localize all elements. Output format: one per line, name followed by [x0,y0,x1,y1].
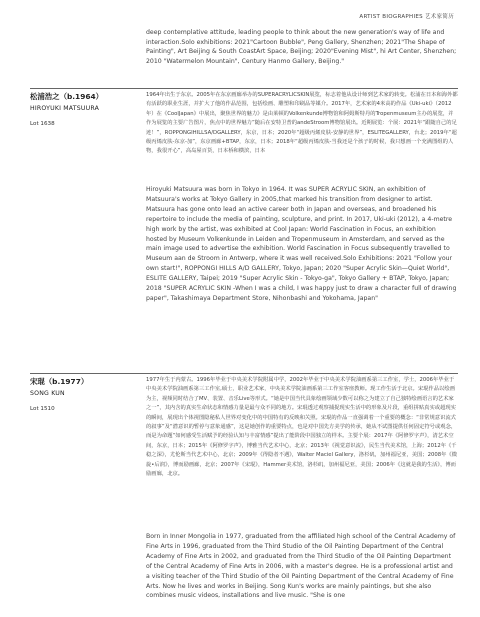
artist-bio-en: Hiroyuki Matsuura was born in Tokyo in 1964. It was SUPER ACRYLIC SKIN, an exhibition of Matsuura's works at Tokyo Gallery in 2005,that marked his transition from designer to artist. Matsuura has gone onto lead an active career both in Japan and overseas, and broadened his repertoire to include the media of painting, sculpture, and print. In 2017, Uki-uki (2012), a 4-metre high work by the artist, was exhibited at Cool Japan: World Fascination in Focus, an exhibition hosted by Museum Volkenkunde in Leiden and Tropenmuseum in Amsterdam, and served as the main image used to advertise the exhibition. World Fascination in Focus subsequently travelled to Museum aan de Stroom in Antwerp, where it was well received.Solo Exhibitions: 2021 "Follow your own start!", ROPPONGI HILLS A/D GALLERY, Tokyo, Japan; 2020 "Super Acrylic Skin—Quiet World", ESLITE GALLERY, Taipei; 2019 "Super Acrylic Skin - Tokyo-ga", Tokyo Gallery + BTAP, Tokyo, Japan; 2018 "SUPER ACRYLIC SKIN -When I was a child, I was happy just to draw a character full of drawing paper", Takashimaya Department Store, Nihonbashi and Yokohama, Japan" [146,186,457,302]
section-header: ARTIST BIOGRAPHIES 艺术家简历 [359,14,454,20]
divider [30,373,458,374]
artist-bio-en: Born in Inner Mongolia in 1977, graduated from the affiliated high school of the Central Academy of Fine Arts in 1996, graduated from the Third Studio of the Oil Painting Department of the Central Academy of Fine Arts in 2002, and graduated from the Third Studio of the Oil Painting Department of the Central Academy of Fine Arts in 2006, with a master's degree. He is a professional artist and a visiting teacher of the Third Studio of the Oil Painting Department of the Central Academy of Fine Arts. Now he lives and works in Beijing. Song Kun's works are mainly paintings, but she also combines music videos, installations and live music. "She is one [146,533,456,600]
divider [30,88,458,89]
artist-name-en: HIROYUKI MATSUURA [30,105,100,112]
artist-name-cn: 松浦浩之（b.1964） [30,92,104,101]
lot-number: Lot 1638 [30,121,55,127]
intro-paragraph: deep contemplative attitude, leading people to think about the new generation's way of life and interaction.Solo exhibitions: 2021"Cartoon Bubble", Peng Gallery, Shenzhen; 2021"The Shape of Painting", Art Beijing & South CoastArt Space, Beijing; 2020"Evening Mist", hi Art Center, Shenzhen; 2010 "Watermelon Mountain", Century Hanmo Gallery, Beijing." [146,29,457,65]
artist-name-en: SONG KUN [30,390,65,397]
lot-number: Lot 1510 [30,406,55,412]
artist-bio-cn: 1964年出生于东京。2005年在东京画廊举办的SUPERACRYLICSKIN展览，标志着他从设计师到艺术家的转变。松浦在日本和海外都有活跃的职业生涯，并扩大了他的作品范围，包括绘画、雕塑和印刷品等媒介。2017年，艺术家的4米高的作品《Uki-uki》（2012年）在《CoolJapan》中展出，聚焦世界的魅力》是由莱顿的Volkenkunde博物馆和阿姆斯特丹的Tropenmuseum主办的展览，并作为展览的主要广告图片，焦点中的世界魅力”随后在安特卫普的andeStroom博物馆展出。近期展览：个展：2021年“跟随自己的足迹！”，ROPPONGIHILLSA/DGALLERY，东京，日本；2020年“超级丙烯皮肤-安静的世界”，ESLITEGALLERY，台北；2019年“超级丙烯皮肤-东京-加”，东京画廊+BTAP，东京，日本；2018年“超级丙烯皮肤-当我还是个孩子的时候，我只想画一个充满图组的人物，我很开心”，高岛屋百货，日本桥和横滨，日本 [146,92,458,155]
artist-name-cn: 宋琨（b.1977） [30,377,89,386]
artist-bio-cn: 1977年生于内蒙古。1996年毕业于中央美术学院附属中学，2002年毕业于中央美术学院油画系第三工作室，学士，2006年毕业于中央美术学院油画系第三工作室,硕士，职业艺术家，中央美术学院油画系第三工作室客座教师。现工作生活于北京。宋琨作品以绘画为主，视频同时结合了MV、装置、音乐Live等形式。“她是中国当代具象绘画领域少数可以称之为建立了自己独特绘画语言的艺术家之一”，其内含的真实生命状态和情感力量是最与众不同的地方。宋琨透过观察捕捉现实生活中的形象及片段，重组拼贴真实或超现实的瞬间，展现出个体视图隐秘私人世界对变化中的中国特有的反映和关照。宋琨的作品一直强调着一个重要的概念：“非常规意识流式的叙事”及“潜意识的暂停与意象通感”，这是她创作的重要特点，也是对中国先方美学的传承，她从不试图提供任何固定符号或观念，而是为命题“如何感受生活赋予的经验认知与丰富情感”提出了能阶段中国独立的样本。主要个展：2017年《阿修罗字声》，清艺术空间，东京，日本；2015年《阿修罗字声》，博雅当代艺术中心，北京；2013年《视觉意识流》，民生当代美术馆，上海；2012年《千稳之深》，尤伦斯当代艺术中心，北京；2009年《得隐者不遇》，Walter Maciel Gallery，洛杉矶，加州福尼亚，美国；2008年《微旋•后润》，博而励画廊，北京；2007年《宋琨》，Hammer美术馆，洛杉矶，加州福尼亚，美国；2006年《这就是我的生活》，博而励画廊，北京。 [146,377,458,478]
